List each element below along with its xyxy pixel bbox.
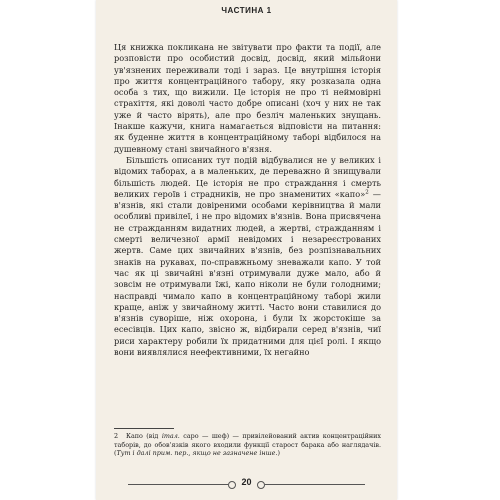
footnote-text-d: ) [277, 449, 280, 458]
body-text [114, 42, 381, 358]
paragraph-2-part-1: Більшість описаних тут подій відбувалися не у великих і відомих таборах, а в маленьких, де переважно й знищували більшість людей. Це історія не про страждання і смерть великих героїв і страдників, не про знаменитих «капо» [114, 154, 381, 199]
footnote-text-a: Капо (від [126, 432, 162, 440]
paragraph-2-part-2: — в'язнів, які стали довіреними особами керівництва й мали особливі привілеї, і не про відомих в'язнів. Вона присвячена не стражданням видатних людей, а жертві, стражданням і смерті величезної армії невідомих і незареєстрованих жертв. Саме цих звичайних в'язнів, без розпізнавальних знаків на рукавах, по-справжньому зневажали капо. У той час як ці звичайні в'язні отримували дуже мало, або й зовсім не отримували їжі, капо ніколи не були голодними; насправді чимало капо в концентраційному таборі жили краще, аніж у звичайному житті. Часто вони ставилися до в'язнів суворіше, ніж охорона, і були їх жорстокіше за есесівців. Цих капо, звісно ж, відбирали серед в'язнів, чиї риси характеру робили їх придатними для цієї ролі. І якщо вони виявлялися неефективними, їх негайно [114, 188, 381, 358]
footnote-reference: 2 [365, 189, 369, 196]
footnote [114, 432, 381, 458]
paragraph-2 [114, 155, 381, 358]
footnote-text-italic-a: італ. [161, 432, 180, 440]
footnote-text-b: capo — шеф) — привілейований актив концентраційних таборів, до обов'язків якого входили функції старост барака або наглядачів. ( [114, 432, 382, 458]
ornament-circle-icon [257, 481, 265, 489]
page-footer [96, 476, 397, 494]
footnote-text-italic-c: Тут і далі прим. пер., якщо не зазначене інше. [116, 449, 278, 458]
book-page [96, 0, 397, 500]
chapter-header: ЧАСТИНА 1 [221, 6, 272, 15]
page-number: 20 [241, 477, 252, 487]
ornament-line-right [265, 484, 365, 485]
footnote-divider [114, 428, 174, 429]
footnote-number: 2 [114, 432, 119, 440]
paragraph-1: Ця книжка покликана не звітувати про факти та події, але розповісти про особистий досвід, досвід, який мільйони ув'язнених переживали тоді і зараз. Це внутрішня історія про життя концентраційного табору, яку розказала одна особа з тих, що вижили. Це історія не про ті неймовірні страхіття, які доволі часто добре описані (хоч у них не так уже й часто вірять), але про безліч маленьких знущань. Інакше кажучи, книга намагається відповісти на питання: як буденне життя в концентраційному таборі відбилося на душевному стані звичайного в'язня. [114, 42, 381, 154]
